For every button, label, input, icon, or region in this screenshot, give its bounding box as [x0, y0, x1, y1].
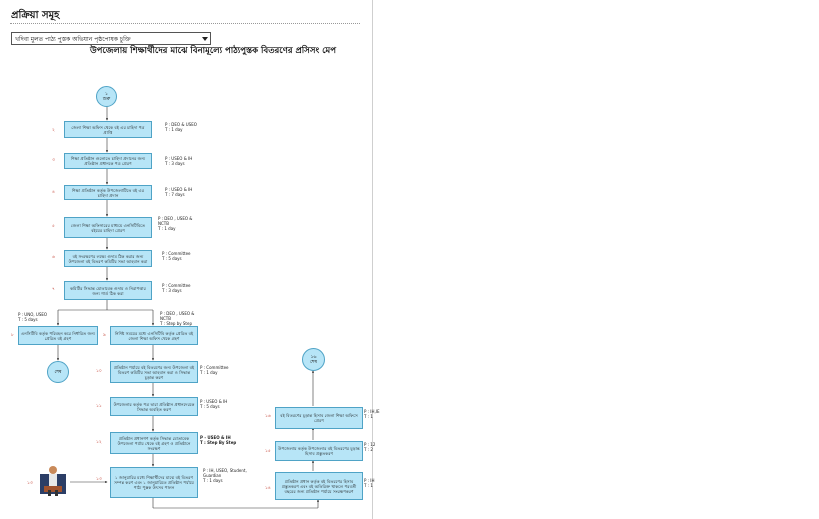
step-number: ৩	[52, 158, 55, 163]
step-note: P : IH, USEO, Student, Guardian T : 1 days	[203, 468, 247, 483]
end-number: ১৬	[310, 354, 317, 360]
step-number: ৭	[52, 287, 55, 292]
step-note: P : USEO & IH T : 7 days	[165, 187, 193, 197]
step-number: ৪	[52, 190, 55, 195]
step-number: ১৫	[265, 449, 271, 454]
step-note: P : DEO & USEO T : 1 day	[165, 122, 197, 132]
step-number: ১২	[96, 440, 102, 445]
step-note: P : DEO , USEO & NCTB T : Step by Step	[160, 311, 195, 326]
start-label: শুরু	[102, 96, 111, 102]
step-number: ২	[52, 128, 55, 133]
step-note: P : 12 T : 2	[364, 442, 376, 452]
step-number: ৫	[52, 224, 55, 229]
step-number: ৮	[11, 333, 14, 338]
process-step: উপজেলায় কর্তৃক উপজেলার বই বিতরণের চূড়ান্ত হিসাব প্রস্তুতকরণ	[275, 441, 363, 461]
process-step: প্রতিষ্ঠান পর্যায়ে বই বিতরণের জন্য উপজেলা বই বিতরণ কমিটির সভা আহবান করা ও সিদ্ধান্ত চূড়ান্ত করণ	[110, 361, 198, 383]
process-step: বই বিতরণের চূড়ান্ত হিসাব জেলা শিক্ষা অফিসে প্রেরণ	[275, 407, 363, 429]
process-step: নির্দিষ্ট সময়ের মধ্যে এনসিটিবি কর্তৃক প্রেরিত বই জেলা শিক্ষা অফিস থেকে গ্রহণ	[110, 326, 198, 345]
step-note: P : DEO , USEO & NCTB T : 1 day	[158, 216, 193, 231]
end-node-right	[302, 348, 325, 371]
panel-title: প্রক্রিয়া সমূহ	[11, 10, 60, 21]
start-node	[96, 86, 117, 107]
step-note: P : Committee T : 3 days	[162, 283, 191, 293]
step-note: P : USEO & IH T : 5 days	[200, 399, 228, 409]
process-step: প্রতিষ্ঠান প্রধান কর্তৃক বই বিতরণের হিসাব প্রস্তুতকরণ এবং বই অতিরিক্ত থাকলে পরবর্তী বছরের জন্য প্রতিষ্ঠান পর্যায়ে সংরক্ষণকরণ	[275, 472, 363, 500]
start-number: ১	[105, 91, 108, 97]
process-map-page	[0, 0, 380, 519]
step-number: ১৪	[265, 486, 271, 491]
process-step: শিক্ষা প্রতিষ্ঠান গুলোতে চাহিদা প্রদানের জন্য প্রতিষ্ঠান প্রধানকে পত্র প্রেরণ	[64, 153, 152, 169]
process-step: জেলা শিক্ষা অফিস থেকে বই এর চাহিদা পত্র প্রাপ্তি	[64, 121, 152, 138]
process-step: প্রতিষ্ঠান প্রধানগণ কর্তৃক সিদ্ধান্ত মোতাবেক উপজেলা পর্যায় থেকে বই গ্রহণ ও প্রতিষ্ঠানে সংরক্ষণ	[110, 432, 198, 454]
step-note: P : UNO, USEO T : 5 days	[18, 312, 48, 322]
step-number: ৬	[52, 255, 55, 260]
end-node-left	[47, 361, 69, 383]
step-number: ১৬	[265, 414, 271, 419]
step-number: ৯	[103, 333, 106, 338]
step-note: P : IH T : 1	[364, 478, 375, 488]
process-step: উপজেলার কর্তৃক পত্র দ্বারা প্রতিষ্ঠান প্রধানদেরকে সিদ্ধান্ত অবহিত করণ	[110, 397, 198, 416]
process-dropdown-value: খদিবা মুলত পাঠ্য পুস্তক অভিযান পৃষ্ঠপোষক চুক্তি	[15, 36, 131, 43]
step-note: P : Committee T : 1 day	[200, 365, 229, 375]
step-note: P : IH,IE T : 1	[364, 409, 380, 419]
step-note: P - USEO & IH T : Step By Step	[200, 435, 237, 445]
process-step: এনসিটিবি কর্তৃক পরিবহন করে নির্ধারিত জন্য প্রেরিত বই গ্রহণ	[18, 326, 98, 345]
end-label: শেষ	[310, 359, 317, 365]
step-number: ১৩	[96, 477, 102, 482]
end-label: শেষ	[54, 369, 62, 375]
diagram-title: উপজেলায় শিক্ষার্থীদের মাঝে বিনামূল্যে পাঠ্যপুস্তক বিতরণের প্রসিসং মেপ	[90, 46, 337, 56]
process-step: শিক্ষা প্রতিষ্ঠান কর্তৃক উপজেলাটিতে বই এর চাহিদা প্রদান	[64, 185, 152, 200]
process-step: ১ জানুয়ারির মধ্যে শিক্ষার্থীদের মাঝে বই বিতরণ সম্পন্ন করণ এবং ১ জানুয়ারিতে প্রতিষ্ঠান পর্যায়ে পাঠ্য পুস্তক উৎসব পালন	[110, 467, 198, 498]
step-note: P : Committee T : 5 days	[162, 251, 191, 261]
process-step: জেলা শিক্ষা অফিসারের মাধ্যমে এনসিটিবিতে বইয়ের চাহিদা প্রেরণ	[64, 217, 152, 238]
step-number: ১৩	[27, 481, 33, 486]
process-step: কমিটির সিদ্ধান্ত মোতাবেক গুদাম ও নিরাপত্তার জন্য গার্ড ঠিক করা	[64, 281, 152, 300]
step-note: P : USEO & IH T : 3 days	[165, 156, 193, 166]
step-number: ১০	[96, 369, 102, 374]
process-step: বই সংরক্ষণের লক্ষ্যে গুদাম ঠিক করার জন্য উপজেলা বই বিতরণ কমিটির সভা আহবান করা	[64, 250, 152, 267]
step-number: ১১	[96, 404, 102, 409]
students-illustration-icon	[40, 464, 66, 496]
